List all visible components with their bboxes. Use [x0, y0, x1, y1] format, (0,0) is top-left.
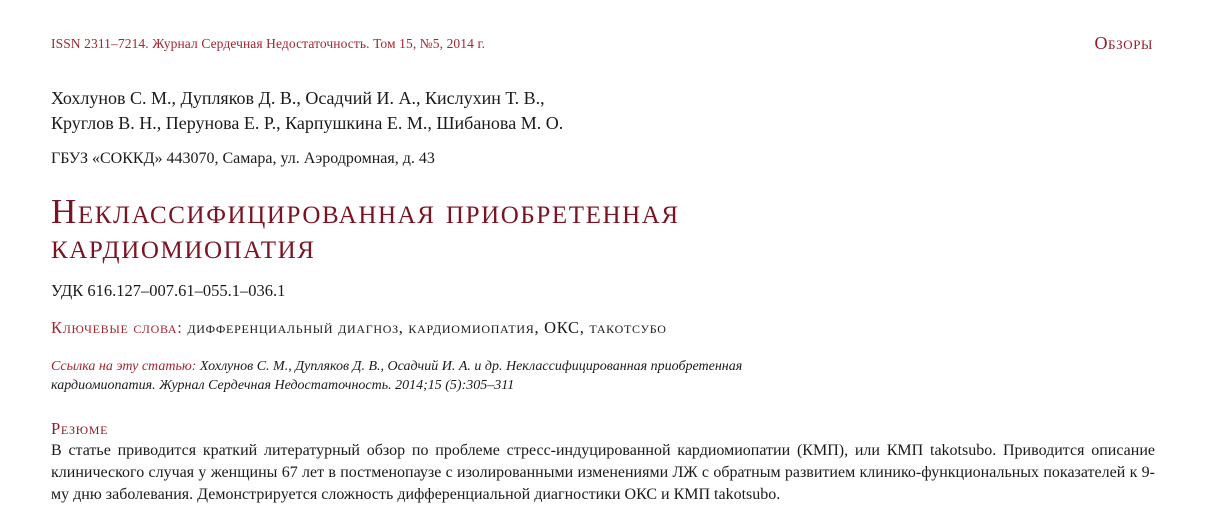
authors-line: Круглов В. Н., Перунова Е. Р., Карпушкина Е. М., Шибанова М. О.: [51, 113, 564, 133]
authors-line: Хохлунов С. М., Дупляков Д. В., Осадчий И. А., Кислухин Т. В.,: [51, 88, 545, 108]
title-line: кардиомиопатия: [51, 227, 316, 266]
citation-text: кардиомиопатия. Журнал Сердечная Недостаточность. 2014;15 (5):305–311: [51, 378, 515, 393]
journal-info: ISSN 2311–7214. Журнал Сердечная Недостаточность. Том 15, №5, 2014 г.: [51, 36, 486, 51]
section-label: Обзоры: [1094, 33, 1153, 53]
title-line: Неклассифицированная приобретенная: [51, 192, 680, 231]
citation-text: Хохлунов С. М., Дупляков Д. В., Осадчий И. А. и др. Неклассифицированная приобретенная: [199, 359, 743, 374]
keywords-list: дифференциальный диагноз, кардиомиопатия, ОКС, такотсубо: [187, 318, 667, 337]
article-title: [51, 194, 1051, 264]
keywords: [51, 318, 667, 338]
citation-label: Ссылка на эту статью:: [51, 359, 197, 374]
affiliation: ГБУЗ «СОККД» 443070, Самара, ул. Аэродромная, д. 43: [51, 150, 435, 167]
abstract-heading: Резюме: [51, 419, 109, 438]
keywords-label: Ключевые слова:: [51, 318, 183, 337]
abstract-text: В статье приводится краткий литературный обзор по проблеме стресс-индуцированной кардиомиопатии (КМП), или КМП takotsubo. Приводится описание клинического случая у женщины 67 лет в постменопаузе с изолированными изменениями ЛЖ с обратным развитием клинико-функциональных показателей к 9-му дню заболевания. Демонстрируется сложность дифференциальной диагностики ОКС и КМП takotsubo.: [51, 442, 1155, 503]
citation-block: [51, 357, 811, 395]
udk-code: УДК 616.127–007.61–055.1–036.1: [51, 281, 286, 300]
authors-block: [51, 86, 563, 136]
page-header: [51, 33, 1155, 56]
